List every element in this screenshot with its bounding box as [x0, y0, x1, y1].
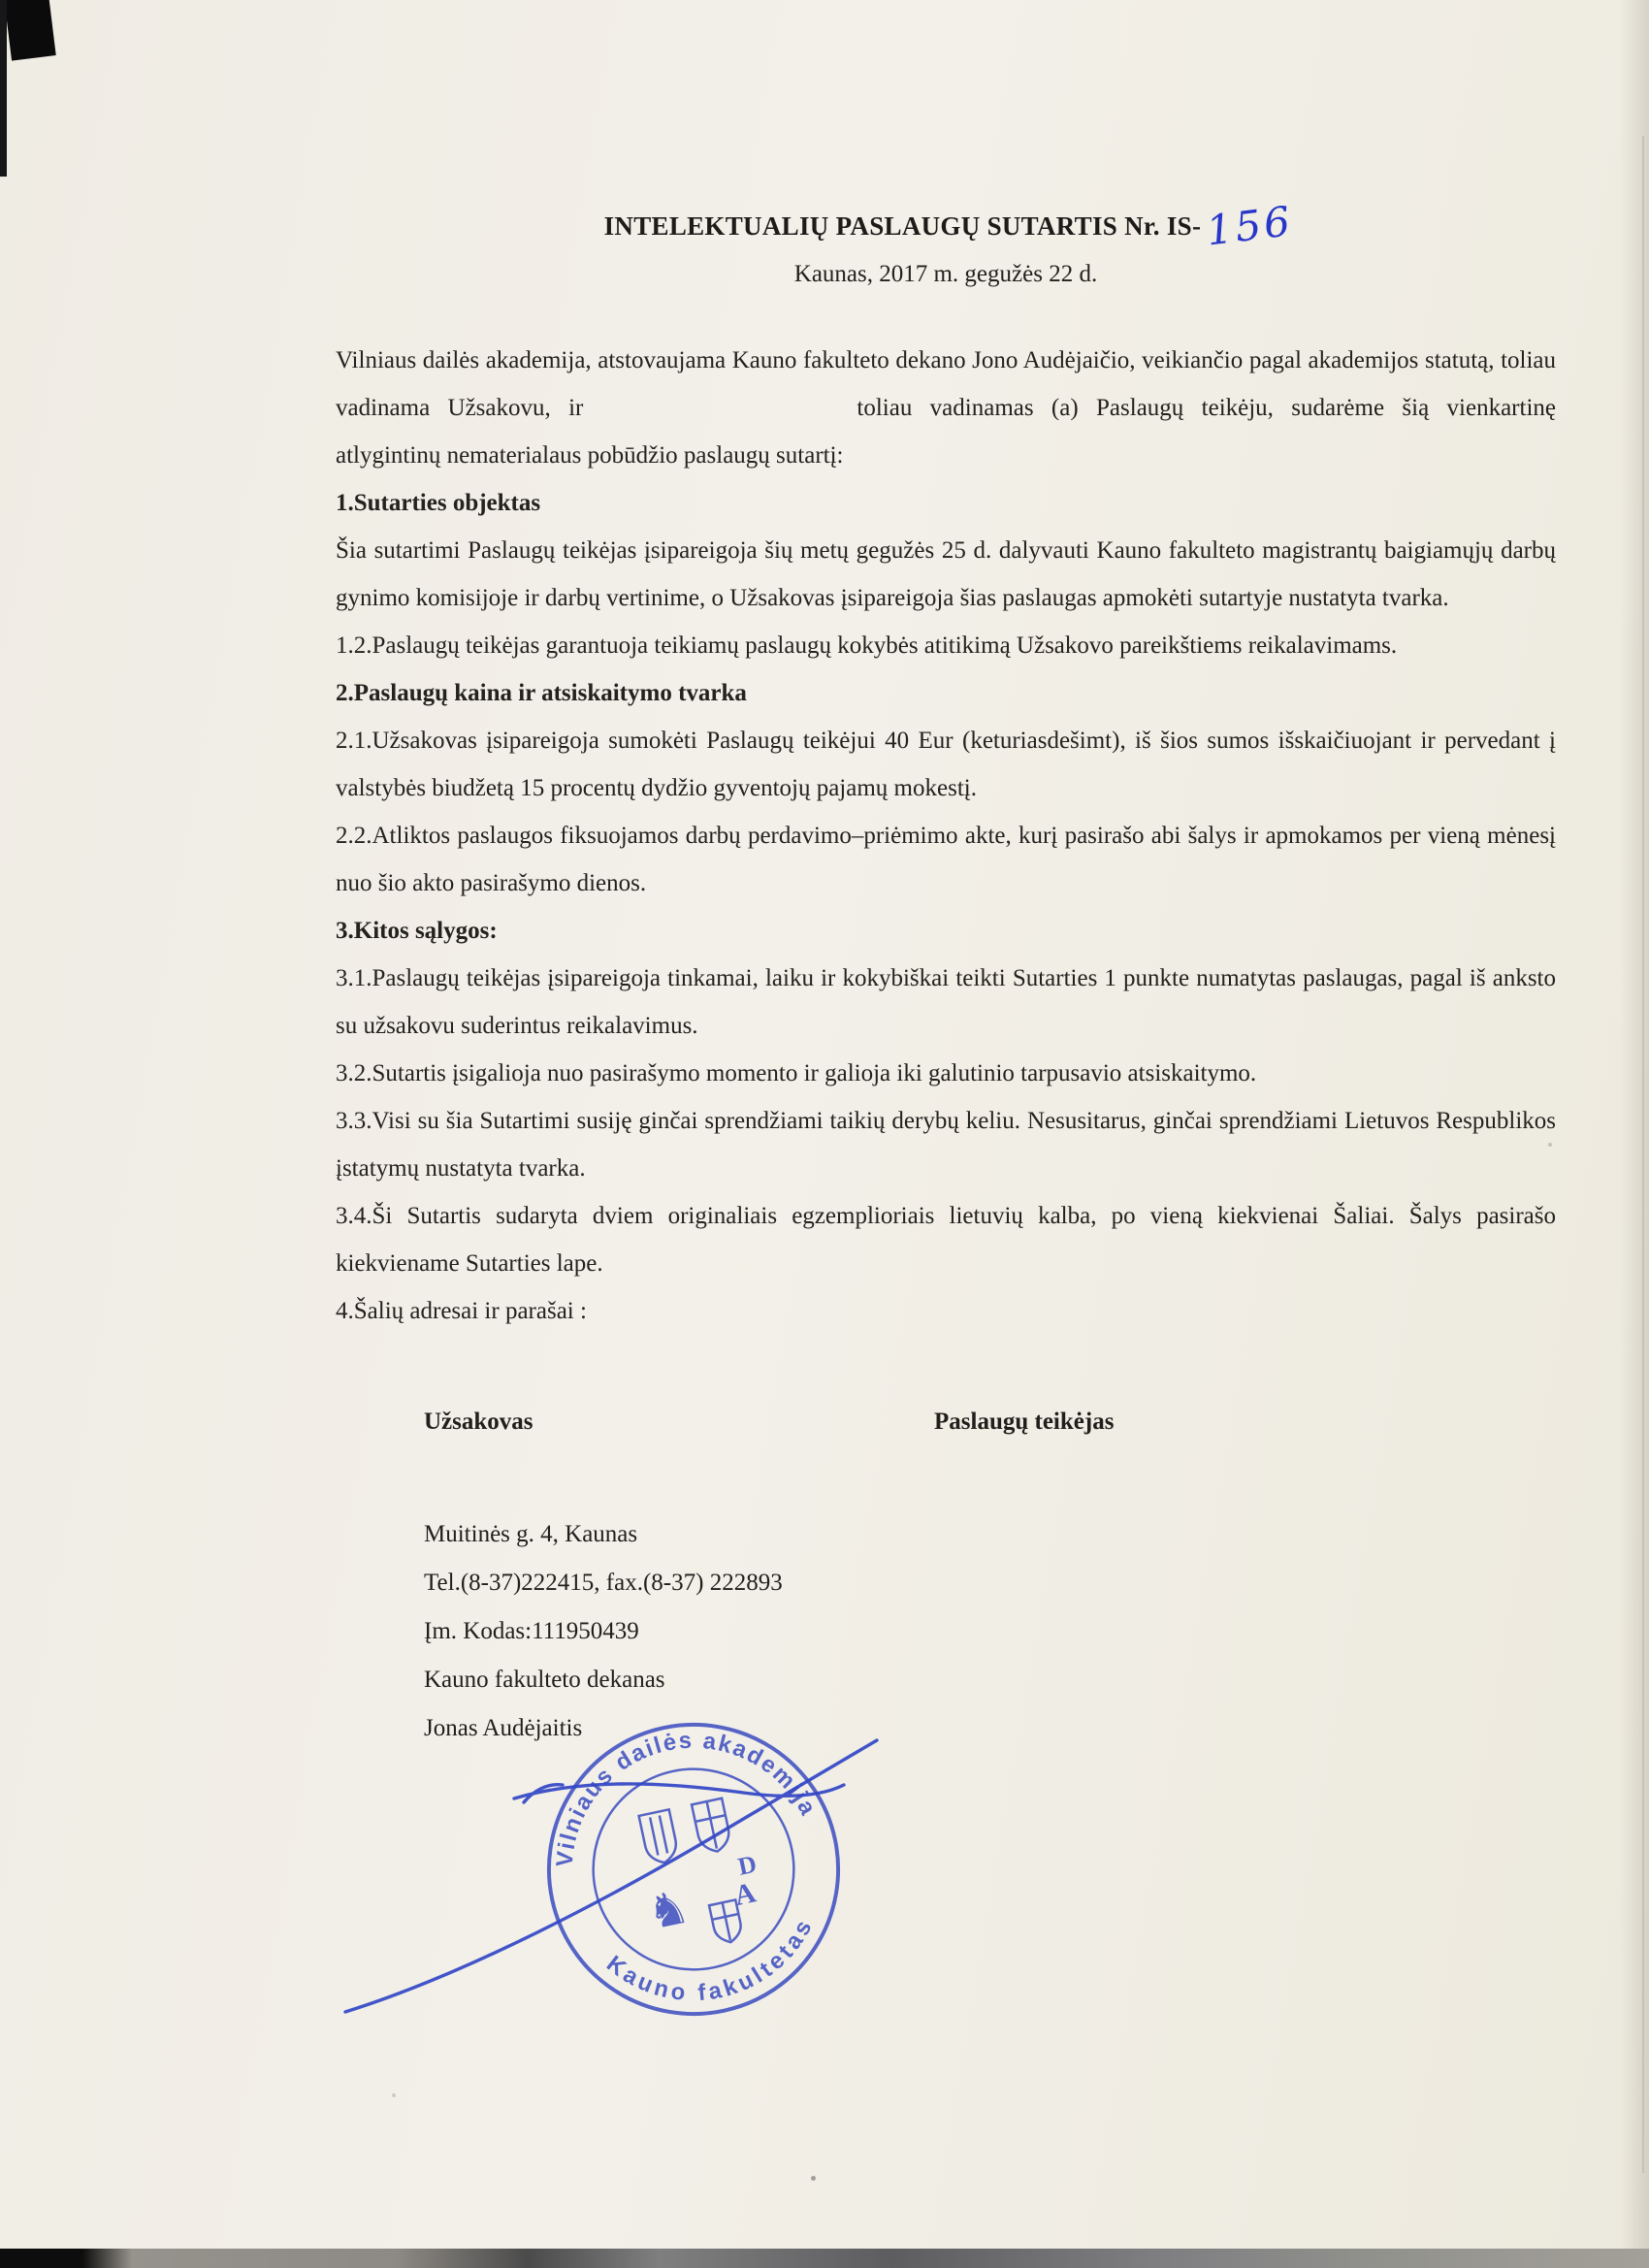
contract-paragraph: 3.4.Ši Sutartis sudaryta dviem originaliais egzemplioriais lietuvių kalba, po vieną kiekvienai Šaliai. Šalys pasirašo kiekviename Sutarties lape. [336, 1203, 1556, 1277]
stamp-emblem-letter-d: D [735, 1849, 760, 1881]
stamp-text-bottom: Kauno fakultetas [601, 1912, 820, 2007]
client-label: Užsakovas [424, 1409, 534, 1435]
contract-paragraph: 3.2.Sutartis įsigalioja nuo pasirašymo momento ir galioja iki galutinio tarpusavio atsiskaitymo. [336, 1060, 1257, 1086]
scan-bottom-edge-bar [0, 2249, 1649, 2268]
stamp-text-top: Vilniaus dailės akademija [551, 1727, 823, 1868]
section-heading-2: 2.Paslaugų kaina ir atsiskaitymo tvarka [336, 680, 747, 706]
client-phone-line: Tel.(8-37)222415, fax.(8-37) 222893 [424, 1570, 783, 1596]
contract-paragraph: 1.2.Paslaugų teikėjas garantuoja teikiamų paslaugų kokybės atitikimą Užsakovo pareikštiems reikalavimams. [336, 632, 1398, 659]
provider-label: Paslaugų teikėjas [934, 1409, 1115, 1435]
scan-right-shading [1620, 0, 1649, 2268]
contract-content [336, 197, 1556, 1753]
vytis-knight-icon: ♞ [642, 1880, 695, 1941]
stamp-emblem-letter-a: A [731, 1876, 760, 1913]
contract-paragraph: 2.1.Užsakovas įsipareigoja sumokėti Paslaugų teikėjui 40 Eur (keturiasdešimt), iš šios sumos išskaičiuojant ir pervedant į valstybės biudžetą 15 procentų dydžio gyventojų pajamų mokestį. [336, 728, 1556, 801]
document-title-text: INTELEKTUALIŲ PASLAUGŲ SUTARTIS Nr. IS- [603, 211, 1202, 241]
document-title [336, 197, 1556, 255]
document-dateline: Kaunas, 2017 m. gegužės 22 d. [793, 261, 1098, 287]
contract-paragraph: 2.2.Atliktos paslaugos fiksuojamos darbų perdavimo–priėmimo akte, kurį pasirašo abi šalys ir apmokamos per vieną mėnesį nuo šio akto pasirašymo dienos. [336, 823, 1556, 896]
client-name-line: Jonas Audėjaitis [424, 1715, 583, 1741]
contract-body [336, 337, 1556, 1335]
signature-ink [308, 1684, 951, 2035]
section-heading-4: 4.Šalių adresai ir parašai : [336, 1298, 587, 1324]
client-address-line: Muitinės g. 4, Kaunas [424, 1521, 638, 1547]
handwritten-contract-number: 156 [1204, 197, 1296, 255]
scan-left-edge-mark [0, 0, 7, 177]
contract-paragraph: 3.3.Visi su šia Sutartimi susiję ginčai sprendžiami taikių derybų keliu. Nesusitarus, ginčai sprendžiami Lietuvos Respublikos įstatymų nustatyta tvarka. [336, 1108, 1556, 1182]
scan-corner-mark [4, 0, 55, 61]
scan-right-edge-line [1642, 136, 1644, 2173]
client-code-line: Įm. Kodas:111950439 [424, 1618, 639, 1644]
intro-text-part2: toliau vadinamas (a) Paslaugų teikėju, sudarėme šią vienkartinę atlygintinų nematerialaus pobūdžio paslaugų sutartį: [336, 395, 1556, 469]
signature-long-stroke [345, 1740, 877, 2012]
intro-text-part1: Vilniaus dailės akademija, atstovaujama Kauno fakulteto dekano Jono Audėjaičio, veikiančio pagal akademijos statutą, toliau vadinama Užsakovu, ir [336, 347, 1556, 421]
section-heading-3: 3.Kitos sąlygos: [336, 918, 498, 944]
intro-paragraph [336, 337, 1556, 479]
scan-speck [392, 2093, 396, 2097]
section-heading-1: 1.Sutarties objektas [336, 490, 541, 516]
scan-speck [811, 2176, 816, 2181]
contract-paragraph: 3.1.Paslaugų teikėjas įsipareigoja tinkamai, laiku ir kokybiškai teikti Sutarties 1 punkte numatytas paslaugas, pagal iš anksto su užsakovu suderintus reikalavimus. [336, 965, 1556, 1039]
client-position-line: Kauno fakulteto dekanas [424, 1667, 665, 1693]
contract-paragraph: Šia sutartimi Paslaugų teikėjas įsipareigoja šių metų gegužės 25 d. dalyvauti Kauno fakulteto magistrantų baigiamųjų darbų gynimo komisijoje ir darbų vertinime, o Užsakovas įsipareigoja šias paslaugas apmokėti sutartyje nustatyta tvarka. [336, 537, 1556, 611]
parties-labels-row [336, 1409, 1556, 1456]
